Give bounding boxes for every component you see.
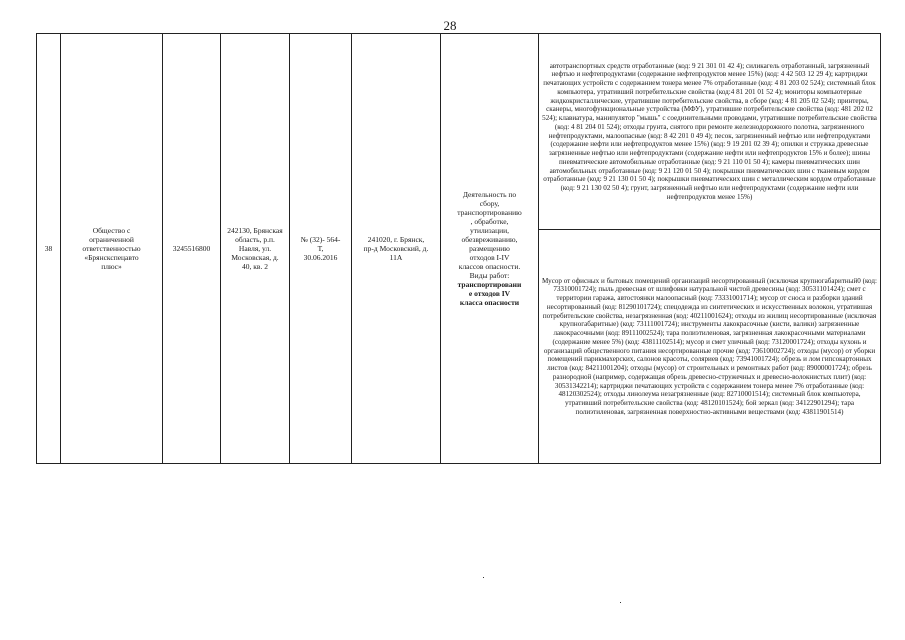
scan-speck	[483, 577, 484, 578]
activity-types: Деятельность по сбору, транспортированию , обработке, утилизации, обезвреживанию, размещению отходов I-IV классов опасности. Виды работ:	[457, 190, 522, 280]
page-number: 28	[443, 18, 457, 33]
organization-name: Общество с ограниченной ответственностью «Брянскспецавто плюс»	[61, 34, 163, 464]
waste-list-part1: автотранспортных средств отработанные (код: 9 21 301 01 42 4); силикагель отработанный, загрязненный нефтью и нефтепродуктами (содержание нефтепродуктов менее 15%) (код: 4 42 503 12 29 4); картриджи печатающих устройств с содержанием тонера менее 7% отработанные (код: 4 81 203 02 524); системный блок компьютера, утративший потребительские свойства (код:4 81 201 01 52 4); мониторы компьютерные жидкокристаллические, утратившие потребительские свойства, в сборе (код: 4 81 205 02 524); принтеры, сканеры, многофункциональные устройства (МФУ), утратившие потребительские свойства (код: 481 202 02 524); клавиатура, манипулятор "мышь" с соединительными проводами, утратившие потребительские свойства (код: 4 81 204 01 524); отходы грунта, снятого при ремонте железнодорожного полотна, загрязненного нефтепродуктами, малоопасные (код: 8 42 201 0 49 4); песок, загрязненный нефтью или нефтепродуктами (содержание нефти или нефтепродуктов менее 15%) (код: 9 19 201 02 39 4); опилки и стружка древесные загрязненные нефтью или нефтепродуктами (содержание нефти или нефтепродуктов 15% и более); шины пневматические автомобильные отработанные (код: 9 21 110 01 50 4); камеры пневматических шин автомобильных отработанные (код: 9 21 120 01 50 4); покрышки пневматических шин с тканевым кордом отработанные (код: 9 21 130 01 50 4); покрышки пневматических шин с металлическим кордом отработанные (код: 9 21 130 02 50 4); грунт, загрязненный нефтью или нефтепродуктами (содержание нефти или нефтепродуктов менее 15%)	[539, 34, 881, 230]
inn-cell: 3245516800	[163, 34, 221, 464]
waste-list-part2: Мусор от офисных и бытовых помещений организаций несортированный (исключая крупногабаритный0 (код: 73310001724); пыль древесная от шлифовки натуральной чистой древесины (код: 30531101424); смет с территории гаража, автостоянки малоопасный (код: 73331001714); мусор от сноса и разборки зданий несортированный (код: 81290101724); спецодежда из синтетических и искусственных волокон, утратившая потребительские свойства, незагрязненная (код: 40211001624); отходы из жилищ несортированные (исключая крупногабаритные) (код: 73111001724); инструменты лакокрасочные (кисти, валики) загрязненные лакокрасочными (код: 89111002524); тара полиэтиленовая, загрязненная лакокрасочными материалами (содержание менее 5%) (код: 43811102514); мусор и смет уличный (код: 73120001724); отходы кухонь и организаций общественного питания несортированные прочие (код: 73610002724); отходы (мусор) от уборки помещений парикмахерских, салонов красоты, соляриев (код: 73941001724); обрезь и лом гипсокартонных листов (код: 84211001204); отходы (мусор) от строительных и ремонтных работ (код: 89000001724); обрезь разнородной (например, содержащая обрезь древесно-стружечных и древесно-волокнистых плит) (код: 30531342214); картриджи печатающих устройств с содержанием тонера менее 7% отработанные (код: 48120302524); отходы линолеума незагрязненные (код: 82710001514); системный блок компьютера, утративший потребительские свойства (код: 48120101524); бой зеркал (код: 34122901294); тара полиэтиленовая, загрязненная поверхностно-активными веществами (код: 43811901514)	[539, 230, 881, 464]
license-number: № (32)- 564- Т, 30.06.2016	[290, 34, 352, 464]
activity-types-bold: транспортировани е отходов IV класса опасности	[457, 280, 522, 307]
legal-address: 242130, Брянская область, р.п. Навля, ул. Московская, д. 40, кв. 2	[221, 34, 290, 464]
row-number: 38	[37, 34, 61, 464]
activity-types-cell	[441, 34, 539, 464]
license-registry-table	[36, 33, 881, 464]
activity-address: 241020, г. Брянск, пр-д Московский, д. 11А	[352, 34, 441, 464]
table-row	[37, 34, 881, 230]
scan-speck	[620, 602, 621, 603]
